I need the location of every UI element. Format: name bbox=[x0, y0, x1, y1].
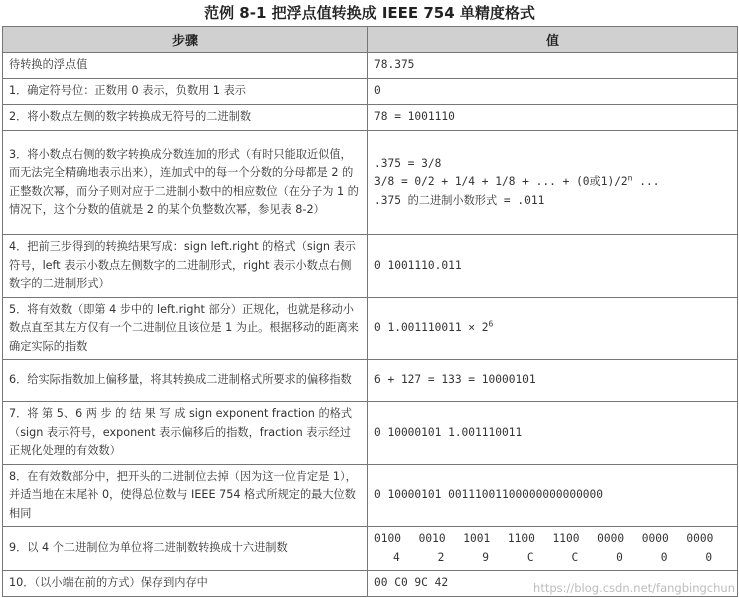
nibble: 1100 bbox=[552, 532, 580, 545]
table-row bbox=[3, 235, 738, 298]
step-cell: 2．将小数点左侧的数字转换成无符号的二进制数 bbox=[3, 105, 368, 131]
value-line: .375 = 3/8 bbox=[374, 156, 442, 170]
table-row bbox=[3, 360, 738, 402]
hex-digit: 9 bbox=[482, 550, 489, 564]
header-step: 步骤 bbox=[3, 27, 368, 53]
table-row bbox=[3, 105, 738, 131]
value-cell: 00 C0 9C 42 bbox=[368, 571, 738, 597]
table-caption: 范例 8-1 把浮点值转换成 IEEE 754 单精度格式 bbox=[204, 4, 535, 22]
nibble-row bbox=[374, 530, 731, 549]
step-cell: 6．给实际指数加上偏移量，将其转换成二进制格式所要求的偏移指数 bbox=[3, 360, 368, 402]
hex-digit: 4 bbox=[392, 550, 400, 564]
hex-digit: C bbox=[571, 550, 579, 564]
value-cell: 0 1001110.011 bbox=[368, 235, 738, 298]
value-cell: 78.375 bbox=[368, 53, 738, 79]
step-cell: 7．将 第 5、6 两 步 的 结 果 写 成 sign exponent fraction 的格式（sign 表示符号，exponent 表示偏移后的指数，fraction 表示经过正规化处理的有效数） bbox=[3, 402, 368, 465]
value-cell bbox=[368, 527, 738, 571]
step-cell: 5．将有效数（即第 4 步中的 left.right 部分）正规化，也就是移动小数点直至其左方仅有一个二进制位且该位是 1 为止。根据移动的距离来确定实际的指数 bbox=[3, 297, 368, 360]
hex-digit: 0 bbox=[616, 550, 623, 564]
nibble: 0100 bbox=[374, 532, 401, 545]
value-cell: 78 = 1001110 bbox=[368, 105, 738, 131]
table-row bbox=[3, 53, 738, 79]
hex-digit-row bbox=[374, 549, 731, 568]
step-cell: 9．以 4 个二进制位为单位将二进制数转换成十六进制数 bbox=[3, 527, 368, 571]
step-cell: 1．确定符号位：正数用 0 表示，负数用 1 表示 bbox=[3, 79, 368, 105]
value-cell bbox=[368, 131, 738, 235]
table-row bbox=[3, 527, 738, 571]
value-cell: 6 + 127 = 133 = 10000101 bbox=[368, 360, 738, 402]
step-cell: 待转换的浮点值 bbox=[3, 53, 368, 79]
value-line: .375 的二进制小数形式 = .011 bbox=[374, 193, 545, 207]
conversion-table bbox=[2, 26, 738, 597]
table-row bbox=[3, 464, 738, 527]
header-value: 值 bbox=[368, 27, 738, 53]
value-text-tail: ... bbox=[632, 175, 660, 189]
hex-digit: 2 bbox=[437, 550, 445, 564]
step-cell: 3．将小数点右侧的数字转换成分数连加的形式（有时只能取近似值，而无法完全精确地表示出来），连加式中的每一个分数的分母都是 2 的正整数次幂，而分子则对应于二进制小数中的相应数位（在分子为 1 的情况下，这个分数的值就是 2 的某个负整数次幂，参见表 8-2） bbox=[3, 131, 368, 235]
value-cell: 0 10000101 1.001110011 bbox=[368, 402, 738, 465]
nibble: 1100 bbox=[507, 532, 535, 545]
hex-digit: 0 bbox=[660, 550, 668, 564]
nibble: 0000 bbox=[686, 532, 714, 545]
table-row bbox=[3, 402, 738, 465]
value-text: 3/8 = 0/2 + 1/4 + 1/8 + ... + (0或1)/2 bbox=[374, 175, 628, 189]
value-line bbox=[374, 173, 731, 192]
superscript-exponent: 6 bbox=[488, 319, 494, 329]
nibble: 0000 bbox=[597, 532, 625, 545]
table-row bbox=[3, 297, 738, 360]
nibble: 0000 bbox=[641, 532, 669, 545]
hex-digit: C bbox=[526, 550, 534, 564]
step-cell: 4．把前三步得到的转换结果写成：sign left.right 的格式（sign 表示符号，left 表示小数点左侧数字的二进制形式，right 表示小数点右侧数字的二进制形式） bbox=[3, 235, 368, 298]
step-cell: 8．在有效数部分中，把开头的二进制位去掉（因为这一位肯定是 1），并适当地在末尾补 0，使得总位数与 IEEE 754 格式所规定的最大位数相同 bbox=[3, 464, 368, 527]
value-text: 0 1.001110011 × 2 bbox=[374, 321, 489, 334]
value-cell: 0 bbox=[368, 79, 738, 105]
hex-digit: 0 bbox=[705, 550, 713, 564]
value-cell: 0 10000101 00111001100000000000000 bbox=[368, 464, 738, 527]
watermark-url: https://blog.csdn.net/fangbingchun bbox=[533, 581, 735, 595]
table-header-row bbox=[3, 27, 738, 53]
nibble: 0010 bbox=[418, 532, 446, 545]
superscript-exponent: n bbox=[627, 173, 633, 183]
nibble: 1001 bbox=[463, 532, 491, 545]
value-cell bbox=[368, 297, 738, 360]
table-row bbox=[3, 131, 738, 235]
table-row bbox=[3, 79, 738, 105]
step-cell: 10．（以小端在前的方式）保存到内存中 bbox=[3, 571, 368, 597]
